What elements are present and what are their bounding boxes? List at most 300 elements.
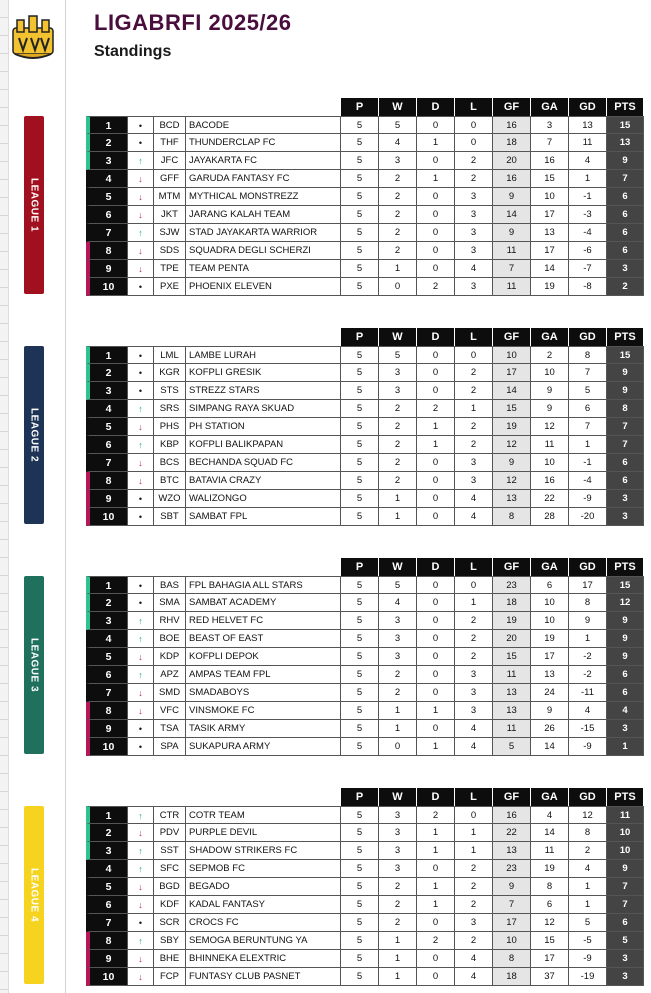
team-code: LML xyxy=(154,346,186,364)
rank-cell: 2 xyxy=(86,364,128,382)
table-row[interactable] xyxy=(86,242,644,260)
stat-d: 0 xyxy=(417,116,455,134)
table-row[interactable] xyxy=(86,594,644,612)
rank-cell: 8 xyxy=(86,932,128,950)
stat-w: 1 xyxy=(379,490,417,508)
stat-p: 5 xyxy=(341,472,379,490)
team-name: KADAL FANTASY xyxy=(186,896,341,914)
stat-ga: 15 xyxy=(531,170,569,188)
stat-gd: -15 xyxy=(569,720,607,738)
column-header-d: D xyxy=(417,328,454,346)
stat-w: 2 xyxy=(379,896,417,914)
stat-d: 0 xyxy=(417,242,455,260)
team-name: SHADOW STRIKERS FC xyxy=(186,842,341,860)
rank-cell: 7 xyxy=(86,224,128,242)
stat-pts: 6 xyxy=(607,454,644,472)
team-code: BCS xyxy=(154,454,186,472)
column-header-gf: GF xyxy=(493,98,530,116)
rank-cell: 3 xyxy=(86,842,128,860)
rank-cell: 5 xyxy=(86,418,128,436)
column-header-gf: GF xyxy=(493,328,530,346)
stat-ga: 19 xyxy=(531,630,569,648)
stat-d: 1 xyxy=(417,170,455,188)
stat-ga: 10 xyxy=(531,454,569,472)
column-header-p: P xyxy=(341,98,378,116)
stat-gd: 5 xyxy=(569,382,607,400)
table-row[interactable] xyxy=(86,612,644,630)
stat-gd: -4 xyxy=(569,224,607,242)
stat-gf: 18 xyxy=(493,594,531,612)
stat-pts: 10 xyxy=(607,824,644,842)
stat-p: 5 xyxy=(341,860,379,878)
stat-p: 5 xyxy=(341,576,379,594)
stat-ga: 10 xyxy=(531,188,569,206)
stat-ga: 13 xyxy=(531,224,569,242)
table-row[interactable] xyxy=(86,702,644,720)
team-name: AMPAS TEAM FPL xyxy=(186,666,341,684)
table-row[interactable] xyxy=(86,914,644,932)
table-row[interactable] xyxy=(86,684,644,702)
stat-pts: 13 xyxy=(607,134,644,152)
column-header-d: D xyxy=(417,788,454,806)
arrow-down-icon: ↓ xyxy=(128,260,154,278)
stat-w: 4 xyxy=(379,594,417,612)
stat-w: 5 xyxy=(379,116,417,134)
stat-d: 2 xyxy=(417,278,455,296)
stat-gd: 8 xyxy=(569,594,607,612)
team-code: SJW xyxy=(154,224,186,242)
stat-l: 3 xyxy=(455,684,493,702)
team-code: APZ xyxy=(154,666,186,684)
stat-d: 0 xyxy=(417,382,455,400)
stat-l: 4 xyxy=(455,950,493,968)
table-row[interactable] xyxy=(86,400,644,418)
team-code: BOE xyxy=(154,630,186,648)
stat-l: 2 xyxy=(455,648,493,666)
arrow-up-icon: ↑ xyxy=(128,842,154,860)
stat-ga: 2 xyxy=(531,346,569,364)
stat-ga: 19 xyxy=(531,278,569,296)
league-name: LEAGUE 1 xyxy=(28,177,40,233)
table-row[interactable] xyxy=(86,932,644,950)
stat-ga: 12 xyxy=(531,914,569,932)
stat-l: 3 xyxy=(455,188,493,206)
stat-ga: 17 xyxy=(531,950,569,968)
column-header-gd: GD xyxy=(569,558,606,576)
stat-ga: 37 xyxy=(531,968,569,986)
table-row[interactable] xyxy=(86,666,644,684)
team-code: VFC xyxy=(154,702,186,720)
stat-gf: 8 xyxy=(493,508,531,526)
column-header-gf: GF xyxy=(493,558,530,576)
stat-gf: 13 xyxy=(493,490,531,508)
stat-w: 1 xyxy=(379,702,417,720)
table-row[interactable] xyxy=(86,508,644,526)
team-name: PH STATION xyxy=(186,418,341,436)
stat-p: 5 xyxy=(341,806,379,824)
stat-gd: -5 xyxy=(569,932,607,950)
spreadsheet-column-line xyxy=(65,0,66,993)
stat-gd: 1 xyxy=(569,630,607,648)
stat-l: 4 xyxy=(455,260,493,278)
stat-gf: 9 xyxy=(493,224,531,242)
stat-d: 0 xyxy=(417,206,455,224)
rank-cell: 6 xyxy=(86,206,128,224)
stat-pts: 9 xyxy=(607,382,644,400)
stat-w: 2 xyxy=(379,472,417,490)
stat-ga: 10 xyxy=(531,594,569,612)
stat-ga: 17 xyxy=(531,648,569,666)
league-banner xyxy=(24,116,44,294)
stat-l: 2 xyxy=(455,382,493,400)
stat-gf: 11 xyxy=(493,666,531,684)
table-row[interactable] xyxy=(86,206,644,224)
stat-l: 3 xyxy=(455,224,493,242)
stat-p: 5 xyxy=(341,594,379,612)
stat-p: 5 xyxy=(341,188,379,206)
no-change-dot-icon: • xyxy=(128,508,154,526)
stat-l: 4 xyxy=(455,738,493,756)
stat-w: 2 xyxy=(379,878,417,896)
stat-p: 5 xyxy=(341,400,379,418)
column-header-gd: GD xyxy=(569,788,606,806)
stat-gf: 14 xyxy=(493,382,531,400)
stat-w: 4 xyxy=(379,134,417,152)
table-row[interactable] xyxy=(86,472,644,490)
arrow-up-icon: ↑ xyxy=(128,224,154,242)
stat-w: 3 xyxy=(379,152,417,170)
team-name: GARUDA FANTASY FC xyxy=(186,170,341,188)
table-row[interactable] xyxy=(86,152,644,170)
stat-l: 2 xyxy=(455,932,493,950)
stat-gf: 22 xyxy=(493,824,531,842)
stat-l: 4 xyxy=(455,508,493,526)
spreadsheet-row-gutter xyxy=(0,0,9,993)
arrow-down-icon: ↓ xyxy=(128,684,154,702)
column-header-pts: PTS xyxy=(607,328,643,346)
stat-p: 5 xyxy=(341,842,379,860)
team-name: SAMBAT ACADEMY xyxy=(186,594,341,612)
table-row[interactable] xyxy=(86,490,644,508)
stat-pts: 2 xyxy=(607,278,644,296)
stat-pts: 6 xyxy=(607,206,644,224)
stat-gf: 9 xyxy=(493,454,531,472)
stat-d: 1 xyxy=(417,418,455,436)
stat-w: 1 xyxy=(379,968,417,986)
arrow-up-icon: ↑ xyxy=(128,630,154,648)
stat-p: 5 xyxy=(341,170,379,188)
stat-ga: 7 xyxy=(531,134,569,152)
stat-w: 3 xyxy=(379,630,417,648)
stat-gf: 19 xyxy=(493,418,531,436)
stat-w: 2 xyxy=(379,436,417,454)
table-row[interactable] xyxy=(86,134,644,152)
stat-gf: 17 xyxy=(493,914,531,932)
table-row[interactable] xyxy=(86,630,644,648)
stat-pts: 9 xyxy=(607,152,644,170)
rank-cell: 1 xyxy=(86,116,128,134)
stat-gd: 8 xyxy=(569,346,607,364)
stat-gd: 7 xyxy=(569,418,607,436)
stat-ga: 9 xyxy=(531,382,569,400)
stat-pts: 15 xyxy=(607,116,644,134)
stat-l: 2 xyxy=(455,364,493,382)
team-name: BEAST OF EAST xyxy=(186,630,341,648)
stat-p: 5 xyxy=(341,346,379,364)
stat-l: 3 xyxy=(455,206,493,224)
stat-ga: 14 xyxy=(531,738,569,756)
table-row[interactable] xyxy=(86,878,644,896)
arrow-down-icon: ↓ xyxy=(128,170,154,188)
column-header-gd: GD xyxy=(569,98,606,116)
column-header-gf: GF xyxy=(493,788,530,806)
stat-gf: 23 xyxy=(493,860,531,878)
stat-gd: -11 xyxy=(569,684,607,702)
stat-gd: 7 xyxy=(569,364,607,382)
table-row[interactable] xyxy=(86,436,644,454)
stat-gf: 16 xyxy=(493,170,531,188)
stat-d: 0 xyxy=(417,508,455,526)
stat-ga: 6 xyxy=(531,576,569,594)
table-row[interactable] xyxy=(86,896,644,914)
table-row[interactable] xyxy=(86,346,644,364)
rank-cell: 10 xyxy=(86,738,128,756)
team-name: FPL BAHAGIA ALL STARS xyxy=(186,576,341,594)
stat-d: 0 xyxy=(417,594,455,612)
rank-cell: 6 xyxy=(86,666,128,684)
stat-p: 5 xyxy=(341,116,379,134)
stat-ga: 14 xyxy=(531,824,569,842)
league-name: LEAGUE 3 xyxy=(28,637,40,693)
arrow-up-icon: ↑ xyxy=(128,152,154,170)
stat-l: 2 xyxy=(455,418,493,436)
stat-w: 2 xyxy=(379,188,417,206)
rank-cell: 4 xyxy=(86,170,128,188)
castle-crown-logo xyxy=(11,14,55,60)
stat-l: 2 xyxy=(455,878,493,896)
table-row[interactable] xyxy=(86,842,644,860)
column-header-w: W xyxy=(379,788,416,806)
stat-l: 4 xyxy=(455,720,493,738)
table-row[interactable] xyxy=(86,806,644,824)
table-row[interactable] xyxy=(86,382,644,400)
stat-w: 3 xyxy=(379,842,417,860)
stat-ga: 11 xyxy=(531,436,569,454)
stat-p: 5 xyxy=(341,612,379,630)
column-header-l: L xyxy=(455,98,492,116)
rank-cell: 2 xyxy=(86,824,128,842)
stat-pts: 7 xyxy=(607,170,644,188)
team-name: SMADABOYS xyxy=(186,684,341,702)
stat-l: 3 xyxy=(455,914,493,932)
rank-cell: 4 xyxy=(86,860,128,878)
stat-pts: 6 xyxy=(607,684,644,702)
table-row[interactable] xyxy=(86,224,644,242)
stat-gd: 1 xyxy=(569,436,607,454)
stat-w: 5 xyxy=(379,346,417,364)
stat-pts: 6 xyxy=(607,188,644,206)
column-header-w: W xyxy=(379,558,416,576)
stat-d: 0 xyxy=(417,860,455,878)
team-code: THF xyxy=(154,134,186,152)
rank-cell: 4 xyxy=(86,630,128,648)
team-code: SRS xyxy=(154,400,186,418)
arrow-down-icon: ↓ xyxy=(128,206,154,224)
stat-gf: 12 xyxy=(493,472,531,490)
table-row[interactable] xyxy=(86,116,644,134)
team-code: SDS xyxy=(154,242,186,260)
column-header-p: P xyxy=(341,788,378,806)
stat-d: 1 xyxy=(417,702,455,720)
stat-p: 5 xyxy=(341,702,379,720)
rank-cell: 5 xyxy=(86,648,128,666)
stat-gf: 23 xyxy=(493,576,531,594)
table-row[interactable] xyxy=(86,720,644,738)
column-header-ga: GA xyxy=(531,558,568,576)
rank-cell: 3 xyxy=(86,612,128,630)
stat-ga: 11 xyxy=(531,842,569,860)
table-row[interactable] xyxy=(86,950,644,968)
arrow-down-icon: ↓ xyxy=(128,950,154,968)
arrow-down-icon: ↓ xyxy=(128,454,154,472)
rank-cell: 10 xyxy=(86,508,128,526)
stat-d: 2 xyxy=(417,806,455,824)
stat-ga: 12 xyxy=(531,418,569,436)
stat-l: 2 xyxy=(455,170,493,188)
stat-p: 5 xyxy=(341,224,379,242)
table-row[interactable] xyxy=(86,968,644,986)
table-row[interactable] xyxy=(86,170,644,188)
page-subtitle: Standings xyxy=(94,43,172,60)
table-row[interactable] xyxy=(86,418,644,436)
team-code: BHE xyxy=(154,950,186,968)
stat-gd: 17 xyxy=(569,576,607,594)
no-change-dot-icon: • xyxy=(128,720,154,738)
team-name: VINSMOKE FC xyxy=(186,702,341,720)
stat-pts: 9 xyxy=(607,612,644,630)
stat-gf: 7 xyxy=(493,896,531,914)
stat-w: 1 xyxy=(379,932,417,950)
rank-cell: 7 xyxy=(86,454,128,472)
stat-p: 5 xyxy=(341,896,379,914)
stat-gd: -9 xyxy=(569,950,607,968)
arrow-down-icon: ↓ xyxy=(128,968,154,986)
stat-p: 5 xyxy=(341,824,379,842)
arrow-down-icon: ↓ xyxy=(128,418,154,436)
table-row[interactable] xyxy=(86,738,644,756)
rank-cell: 5 xyxy=(86,878,128,896)
team-code: KBP xyxy=(154,436,186,454)
team-name: LAMBE LURAH xyxy=(186,346,341,364)
table-row[interactable] xyxy=(86,860,644,878)
stat-w: 3 xyxy=(379,382,417,400)
team-code: SMA xyxy=(154,594,186,612)
stat-l: 2 xyxy=(455,612,493,630)
stat-l: 2 xyxy=(455,630,493,648)
stat-l: 2 xyxy=(455,860,493,878)
table-row[interactable] xyxy=(86,188,644,206)
stat-p: 5 xyxy=(341,152,379,170)
stat-gf: 18 xyxy=(493,968,531,986)
no-change-dot-icon: • xyxy=(128,116,154,134)
table-row[interactable] xyxy=(86,576,644,594)
stat-gf: 7 xyxy=(493,260,531,278)
stat-ga: 9 xyxy=(531,400,569,418)
team-code: SFC xyxy=(154,860,186,878)
no-change-dot-icon: • xyxy=(128,346,154,364)
column-header-l: L xyxy=(455,788,492,806)
stat-gf: 14 xyxy=(493,206,531,224)
stat-gf: 15 xyxy=(493,648,531,666)
stat-w: 0 xyxy=(379,278,417,296)
stat-pts: 10 xyxy=(607,842,644,860)
team-name: PHOENIX ELEVEN xyxy=(186,278,341,296)
stat-pts: 3 xyxy=(607,720,644,738)
rank-cell: 6 xyxy=(86,436,128,454)
column-header-d: D xyxy=(417,98,454,116)
stat-pts: 4 xyxy=(607,702,644,720)
arrow-down-icon: ↓ xyxy=(128,896,154,914)
table-row[interactable] xyxy=(86,648,644,666)
stat-w: 2 xyxy=(379,400,417,418)
stat-gf: 19 xyxy=(493,612,531,630)
team-code: KDF xyxy=(154,896,186,914)
table-row[interactable] xyxy=(86,260,644,278)
stat-pts: 6 xyxy=(607,242,644,260)
stat-gd: 1 xyxy=(569,170,607,188)
team-name: JARANG KALAH TEAM xyxy=(186,206,341,224)
stat-gd: -7 xyxy=(569,260,607,278)
stat-pts: 9 xyxy=(607,648,644,666)
no-change-dot-icon: • xyxy=(128,382,154,400)
league-name: LEAGUE 4 xyxy=(28,867,40,923)
stat-gd: -20 xyxy=(569,508,607,526)
stat-gd: -4 xyxy=(569,472,607,490)
stat-d: 2 xyxy=(417,400,455,418)
stat-pts: 3 xyxy=(607,950,644,968)
stat-gd: -1 xyxy=(569,188,607,206)
team-name: SQUADRA DEGLI SCHERZI xyxy=(186,242,341,260)
no-change-dot-icon: • xyxy=(128,134,154,152)
stat-d: 1 xyxy=(417,134,455,152)
table-row[interactable] xyxy=(86,454,644,472)
stat-pts: 7 xyxy=(607,878,644,896)
stat-pts: 15 xyxy=(607,346,644,364)
stat-p: 5 xyxy=(341,508,379,526)
team-name: SEMOGA BERUNTUNG YA xyxy=(186,932,341,950)
team-code: KGR xyxy=(154,364,186,382)
table-row[interactable] xyxy=(86,364,644,382)
stat-gf: 12 xyxy=(493,436,531,454)
team-code: SPA xyxy=(154,738,186,756)
stat-gf: 11 xyxy=(493,242,531,260)
column-header-ga: GA xyxy=(531,328,568,346)
team-code: PDV xyxy=(154,824,186,842)
stat-p: 5 xyxy=(341,878,379,896)
column-header-l: L xyxy=(455,328,492,346)
table-row[interactable] xyxy=(86,278,644,296)
team-name: CROCS FC xyxy=(186,914,341,932)
stat-l: 3 xyxy=(455,472,493,490)
stat-gf: 13 xyxy=(493,684,531,702)
team-name: KOFPLI DEPOK xyxy=(186,648,341,666)
stat-l: 0 xyxy=(455,134,493,152)
column-header-p: P xyxy=(341,328,378,346)
table-row[interactable] xyxy=(86,824,644,842)
stat-l: 1 xyxy=(455,400,493,418)
team-code: FCP xyxy=(154,968,186,986)
stat-l: 2 xyxy=(455,896,493,914)
